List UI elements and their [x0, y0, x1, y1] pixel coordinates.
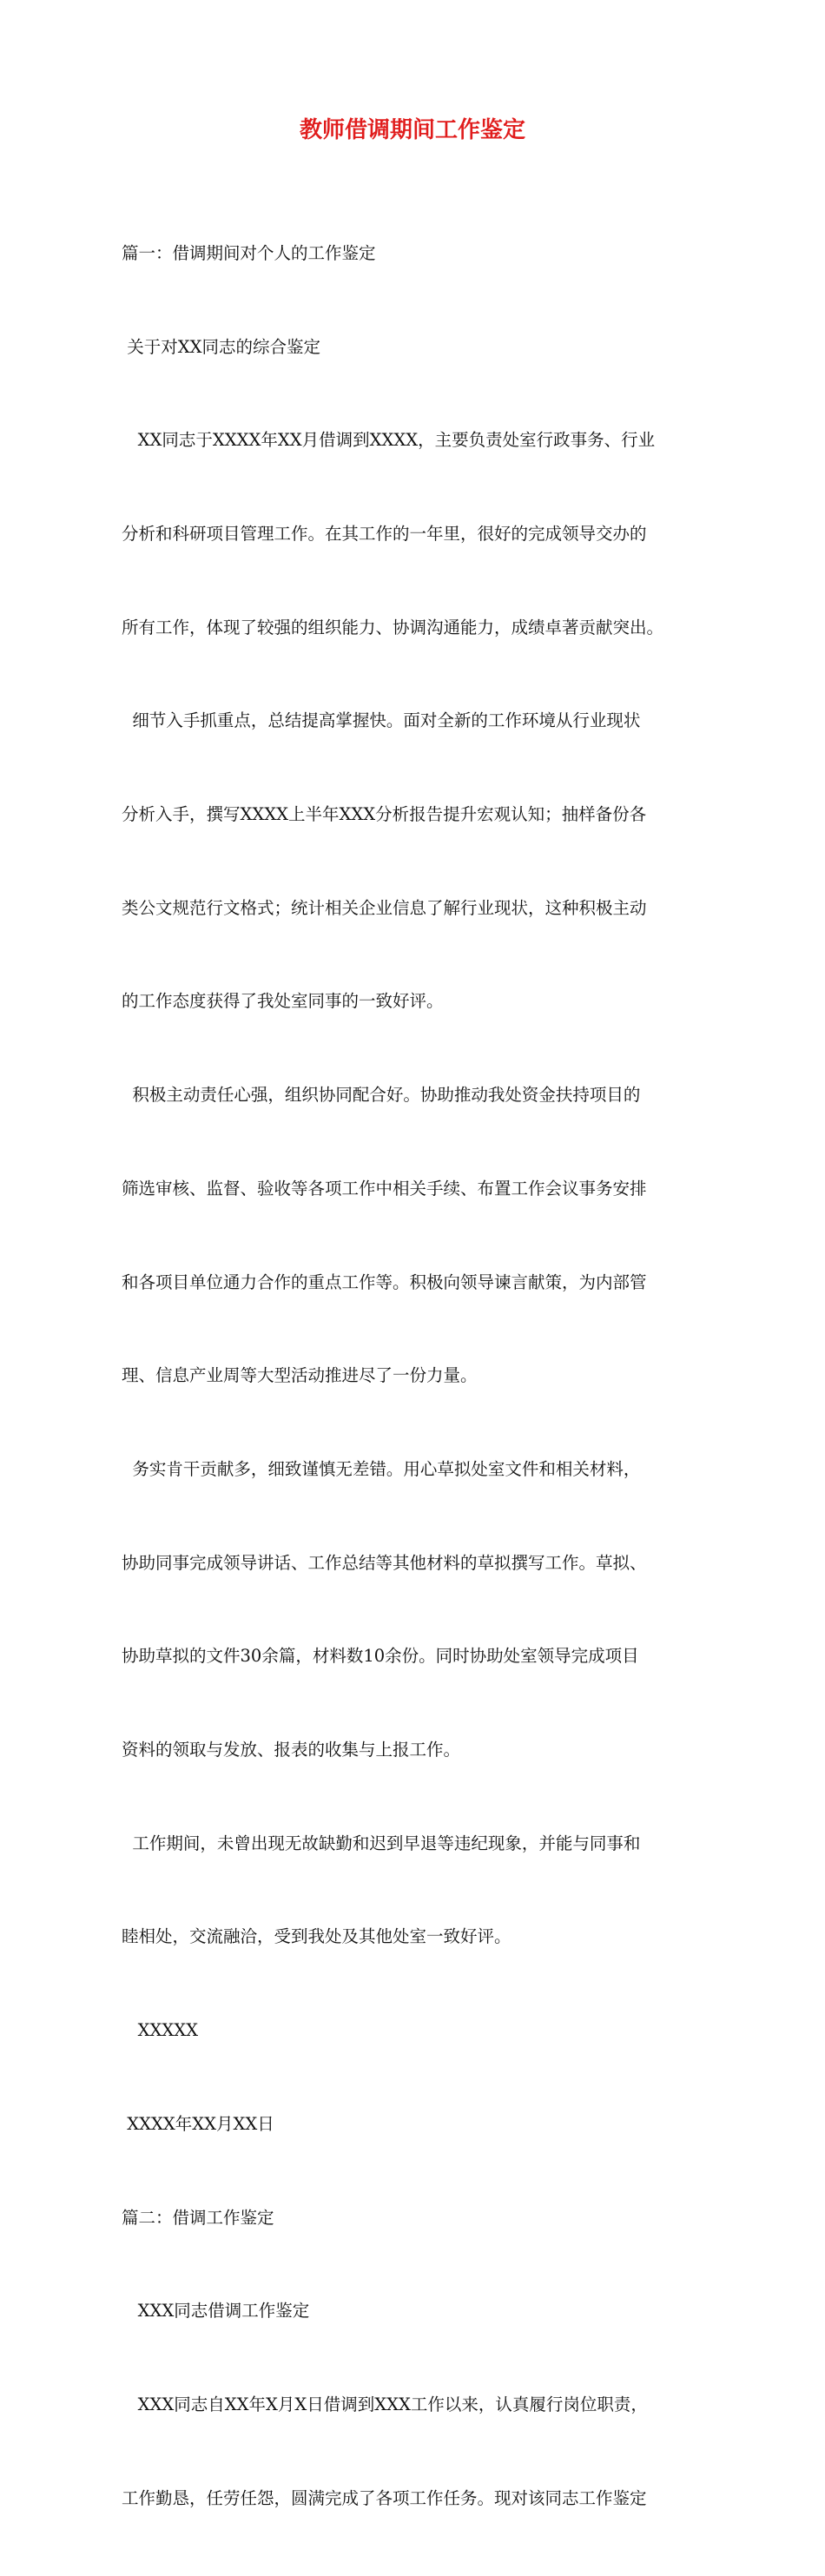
text-line: 协助草拟的文件30余篇，材料数10余份。同时协助处室领导完成项目 [122, 1646, 639, 1667]
text-line: 类公文规范行文格式；统计相关企业信息了解行业现状，这种积极主动 [122, 897, 647, 918]
text-line: XXX同志自XX年X月X日借调到XXX工作以来，认真履行岗位职责， [122, 2394, 648, 2414]
text-line: 工作期间，未曾出现无故缺勤和迟到早退等违纪现象，并能与同事和 [122, 1833, 641, 1853]
text-line: 的工作态度获得了我处室同事的一致好评。 [122, 991, 444, 1012]
text-line: 工作勤恳，任劳任怨，圆满完成了各项工作任务。现对该同志工作鉴定 [122, 2487, 647, 2508]
text-line: XXXX年XX月XX日 [122, 2113, 274, 2134]
text-line: 关于对XX同志的综合鉴定 [122, 336, 320, 357]
text-line: XXXXX [122, 2020, 199, 2041]
text-line: XXX同志借调工作鉴定 [122, 2301, 310, 2322]
document-title: 教师借调期间工作鉴定 [299, 117, 525, 143]
text-line: 睦相处，交流融洽，受到我处及其他处室一致好评。 [122, 1926, 512, 1947]
document-body [122, 175, 721, 2576]
text-line: 理、信息产业周等大型活动推进尽了一份力量。 [122, 1365, 478, 1386]
text-line: 分析入手，撰写XXXX上半年XXX分析报告提升宏观认知；抽样备份各 [122, 804, 647, 825]
text-line: XX同志于XXXX年XX月借调到XXXX，主要负责处室行政事务、行业 [122, 430, 656, 451]
text-line: 所有工作，体现了较强的组织能力、协调沟通能力，成绩卓著贡献突出。 [122, 617, 664, 637]
text-line: 资料的领取与发放、报表的收集与上报工作。 [122, 1740, 461, 1760]
text-line: 分析和科研项目管理工作。在其工作的一年里，很好的完成领导交办的 [122, 523, 647, 544]
text-line: 和各项目单位通力合作的重点工作等。积极向领导谏言献策，为内部管 [122, 1271, 647, 1292]
text-line: 协助同事完成领导讲话、工作总结等其他材料的草拟撰写工作。草拟、 [122, 1552, 647, 1573]
text-line: 细节入手抓重点，总结提高掌握快。面对全新的工作环境从行业现状 [122, 710, 641, 731]
text-line: 筛选审核、监督、验收等各项工作中相关手续、布置工作会议事务安排 [122, 1178, 647, 1199]
text-line: 篇一：借调期间对个人的工作鉴定 [122, 242, 376, 263]
text-line: 务实肯干贡献多，细致谨慎无差错。用心草拟处室文件和相关材料， [122, 1458, 641, 1479]
text-line: 篇二：借调工作鉴定 [122, 2207, 274, 2228]
text-line: 积极主动责任心强，组织协同配合好。协助推动我处资金扶持项目的 [122, 1085, 641, 1106]
